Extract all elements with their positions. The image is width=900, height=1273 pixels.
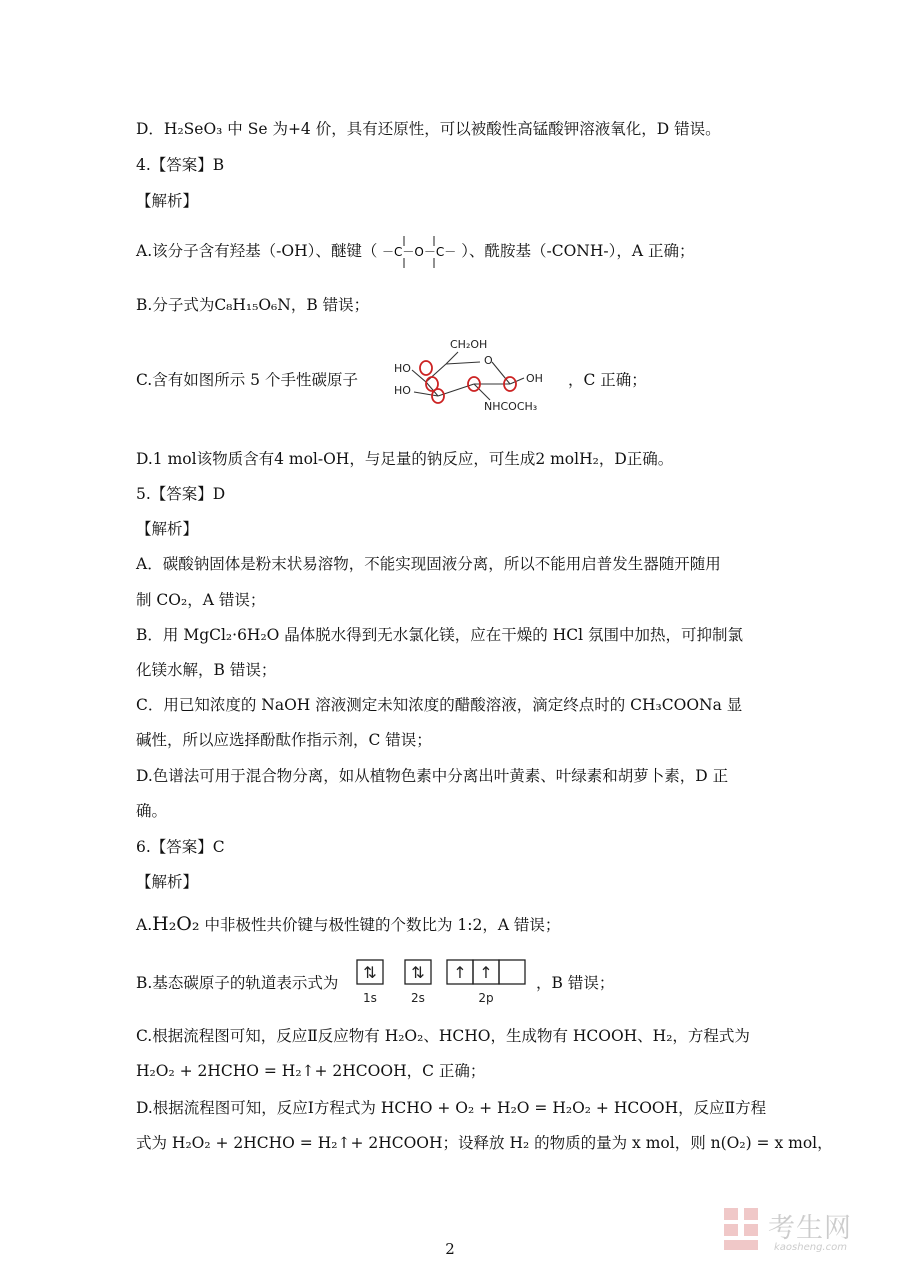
chiral-carbon-markers <box>420 361 516 403</box>
q6-a-text: 中非极性共价键与极性键的个数比为 1:2，A 错误； <box>199 916 561 934</box>
ho-top-label: HO <box>394 362 411 375</box>
q4-option-d: D.1 mol该物质含有4 mol-OH，与足量的钠反应，可生成2 molH₂，D正确。 <box>136 450 674 468</box>
q5-option-a-line2: 制 CO₂，A 错误； <box>136 591 266 609</box>
label-1s: 1s <box>363 991 377 1005</box>
arrows-2s: ⇅ <box>411 963 425 982</box>
q5-option-d-line1: D.色谱法可用于混合物分离，如从植物色素中分离出叶黄素、叶绿素和胡萝卜素，D 正 <box>136 767 729 785</box>
orbital-box-2p-3 <box>499 960 525 984</box>
q5-option-b-line1: B．用 MgCl₂·6H₂O 晶体脱水得到无水氯化镁，应在干燥的 HCl 氛围中加热，可抑制氯 <box>136 626 743 644</box>
q4-option-c <box>136 369 358 391</box>
q4-option-b: B.分子式为C₈H₁₅O₆N，B 错误； <box>136 296 370 314</box>
q4-c-text-pre: C.含有如图所示 5 个手性碳原子 <box>136 371 358 389</box>
q4-answer: 4.【答案】B <box>136 156 225 174</box>
q6-option-a <box>136 913 560 936</box>
carbon-orbital-diagram <box>355 958 535 1006</box>
oh-label: OH <box>526 372 543 385</box>
q6-option-d-line1: D.根据流程图可知，反应Ⅰ方程式为 HCHO + O₂ + H₂O = H₂O₂ + HCOOH，反应Ⅱ方程 <box>136 1099 767 1117</box>
watermark-domain: kaosheng.com <box>774 1242 847 1253</box>
q4-a-text-post: ）、酰胺基（-CONH-），A 正确； <box>461 242 695 260</box>
q6-option-c-line1: C.根据流程图可知，反应Ⅱ反应物有 H₂O₂、HCHO，生成物有 HCOOH、H₂，方程式为 <box>136 1027 750 1045</box>
chiral-marker-1 <box>420 361 432 375</box>
q6-option-b-post: ，B 错误； <box>536 974 615 992</box>
q6-answer: 6.【答案】C <box>136 838 225 856</box>
q6-option-c-line2: H₂O₂ + 2HCHO = H₂↑+ 2HCOOH，C 正确； <box>136 1062 486 1080</box>
ho-bottom-label: HO <box>394 384 411 397</box>
arrow-2p-2: ↑ <box>479 963 493 982</box>
ether-glyph: －C－O－C－ <box>382 245 457 259</box>
arrows-1s: ⇅ <box>363 963 377 982</box>
q6-analysis-heading: 【解析】 <box>136 873 199 891</box>
option-d-q3: D．H₂SeO₃ 中 Se 为+4 价，具有还原性，可以被酸性高锰酸钾溶液氧化，D 错误。 <box>136 120 721 138</box>
q5-option-c-line1: C．用已知浓度的 NaOH 溶液测定未知浓度的醋酸溶液，滴定终点时的 CH₃COONa 显 <box>136 696 743 714</box>
q5-answer: 5.【答案】D <box>136 485 226 503</box>
kaosheng-logo-icon <box>720 1204 764 1256</box>
q5-analysis-heading: 【解析】 <box>136 520 199 538</box>
ch2oh-label: CH₂OH <box>450 338 488 351</box>
label-2s: 2s <box>411 991 425 1005</box>
arrow-2p-1: ↑ <box>453 963 467 982</box>
q6-option-d-line2: 式为 H₂O₂ + 2HCHO = H₂↑+ 2HCOOH；设释放 H₂ 的物质的量为 x mol，则 n(O₂) = x mol， <box>136 1134 833 1152</box>
h2o2-formula: H₂O₂ <box>152 913 200 935</box>
q4-analysis-heading: 【解析】 <box>136 192 199 210</box>
q5-option-b-line2: 化镁水解，B 错误； <box>136 661 277 679</box>
ring-oxygen-label: O <box>484 354 493 367</box>
q5-option-c-line2: 碱性，所以应选择酚酞作指示剂，C 错误； <box>136 731 432 749</box>
label-2p: 2p <box>478 991 494 1005</box>
q5-option-a-line1: A．碳酸钠固体是粉末状易溶物，不能实现固液分离，所以不能用启普发生器随开随用 <box>136 555 721 573</box>
q4-option-c-post: ，C 正确； <box>568 371 647 389</box>
q6-option-b <box>136 972 338 994</box>
q4-option-a <box>136 240 694 263</box>
page-number: 2 <box>445 1240 455 1258</box>
q5-option-d-line2: 确。 <box>136 802 168 820</box>
sugar-molecule-diagram <box>380 332 568 416</box>
q4-a-text-pre: A.该分子含有羟基（-OH）、醚键（ <box>136 242 378 260</box>
q6-b-text-pre: B.基态碳原子的轨道表示式为 <box>136 974 339 992</box>
watermark-brand: 考生网 <box>768 1213 852 1244</box>
amide-label: NHCOCH₃ <box>484 400 538 413</box>
watermark-logo <box>716 1204 886 1260</box>
ether-bond-structure <box>382 241 456 263</box>
q6-a-prefix: A. <box>136 916 153 934</box>
